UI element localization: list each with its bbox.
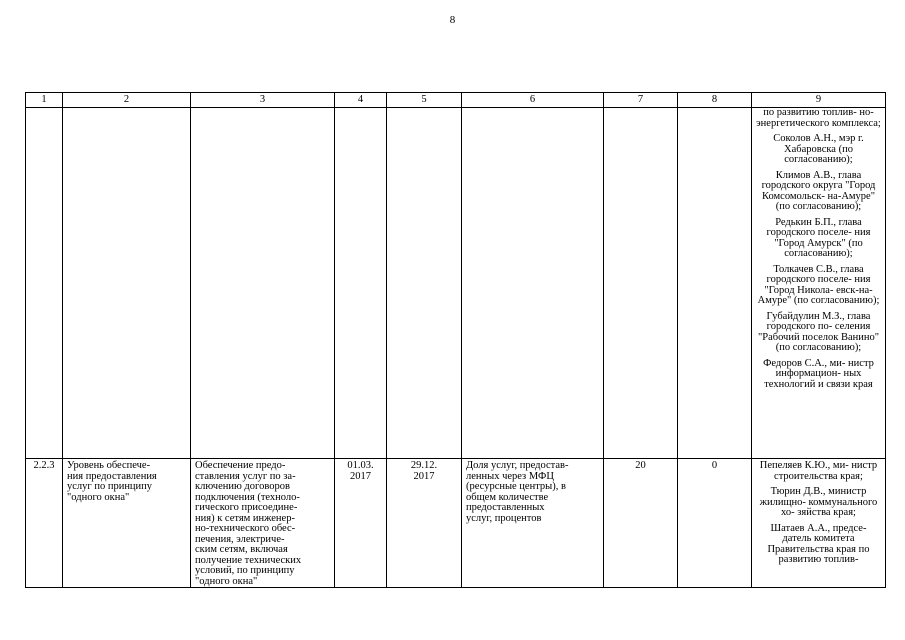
table-cell xyxy=(63,108,191,459)
responsible-person: Федоров С.А., ми- нистр информацион- ных технологий и связи края xyxy=(763,357,874,390)
item-number: 2.2.3 xyxy=(26,459,63,588)
table-cell xyxy=(462,108,604,459)
responsible-person: Редькин Б.П., глава городского поселе- ния "Город Амурск" (по согласованию); xyxy=(766,216,871,259)
responsible-person: Пепеляев К.Ю., ми- нистр строительства края; xyxy=(759,460,878,482)
program-table xyxy=(25,92,886,588)
target-value: 20 xyxy=(604,459,678,588)
table-cell xyxy=(604,108,678,459)
indicator-name: Уровень обеспече- ния предоставления услуг по принципу "одного окна" xyxy=(63,459,191,588)
responsible-person: Соколов А.Н., мэр г. Хабаровска (по согласованию); xyxy=(773,133,864,165)
table-row xyxy=(26,108,886,459)
column-number: 3 xyxy=(191,93,335,108)
table-cell xyxy=(335,108,387,459)
end-date: 29.12. 2017 xyxy=(387,459,462,588)
table-cell xyxy=(387,108,462,459)
column-number: 1 xyxy=(26,93,63,108)
column-number: 5 xyxy=(387,93,462,108)
responsible-person: Климов А.В., глава городского округа "Город Комсомольск- на-Амуре" (по согласованию); xyxy=(761,169,876,212)
base-value: 0 xyxy=(678,459,752,588)
responsible-person: Губайдулин М.З., глава городского по- селения "Рабочий поселок Ванино" (по согласованию); xyxy=(757,310,880,353)
table-cell xyxy=(191,108,335,459)
responsible-persons-cell xyxy=(752,459,886,588)
table-cell xyxy=(678,108,752,459)
page-number: 8 xyxy=(449,14,456,26)
table-cell xyxy=(26,108,63,459)
measure-description: Обеспечение предо- ставления услуг по за- ключению договоров подключения (техноло- гического присоедине- ния) к сетям инженер- но-технического обес- печения, электриче- ским сетям, включая получение технических условий, по принципу "одного окна" xyxy=(191,459,335,588)
responsible-person: Толкачев С.В., глава городского поселе- ния "Город Никола- евск-на-Амуре" (по согласованию); xyxy=(757,263,880,306)
column-number: 4 xyxy=(335,93,387,108)
responsible-person: по развитию топлив- но-энергетического комплекса; xyxy=(756,107,881,129)
column-number: 6 xyxy=(462,93,604,108)
column-number: 9 xyxy=(752,93,886,108)
indicator-description: Доля услуг, предостав- ленных через МФЦ (ресурсные центры), в общем количестве предоставленных услуг, процентов xyxy=(462,459,604,588)
responsible-person: Шатаев А.А., предсе- датель комитета Правительства края по развитию топлив- xyxy=(767,522,870,565)
column-number: 8 xyxy=(678,93,752,108)
column-number-row xyxy=(26,93,886,108)
responsible-person: Тюрин Д.В., министр жилищно- коммунального хо- зяйства края; xyxy=(759,486,878,518)
table-row xyxy=(26,459,886,588)
start-date: 01.03. 2017 xyxy=(335,459,387,588)
column-number: 7 xyxy=(604,93,678,108)
responsible-persons-cell xyxy=(752,108,886,459)
column-number: 2 xyxy=(63,93,191,108)
